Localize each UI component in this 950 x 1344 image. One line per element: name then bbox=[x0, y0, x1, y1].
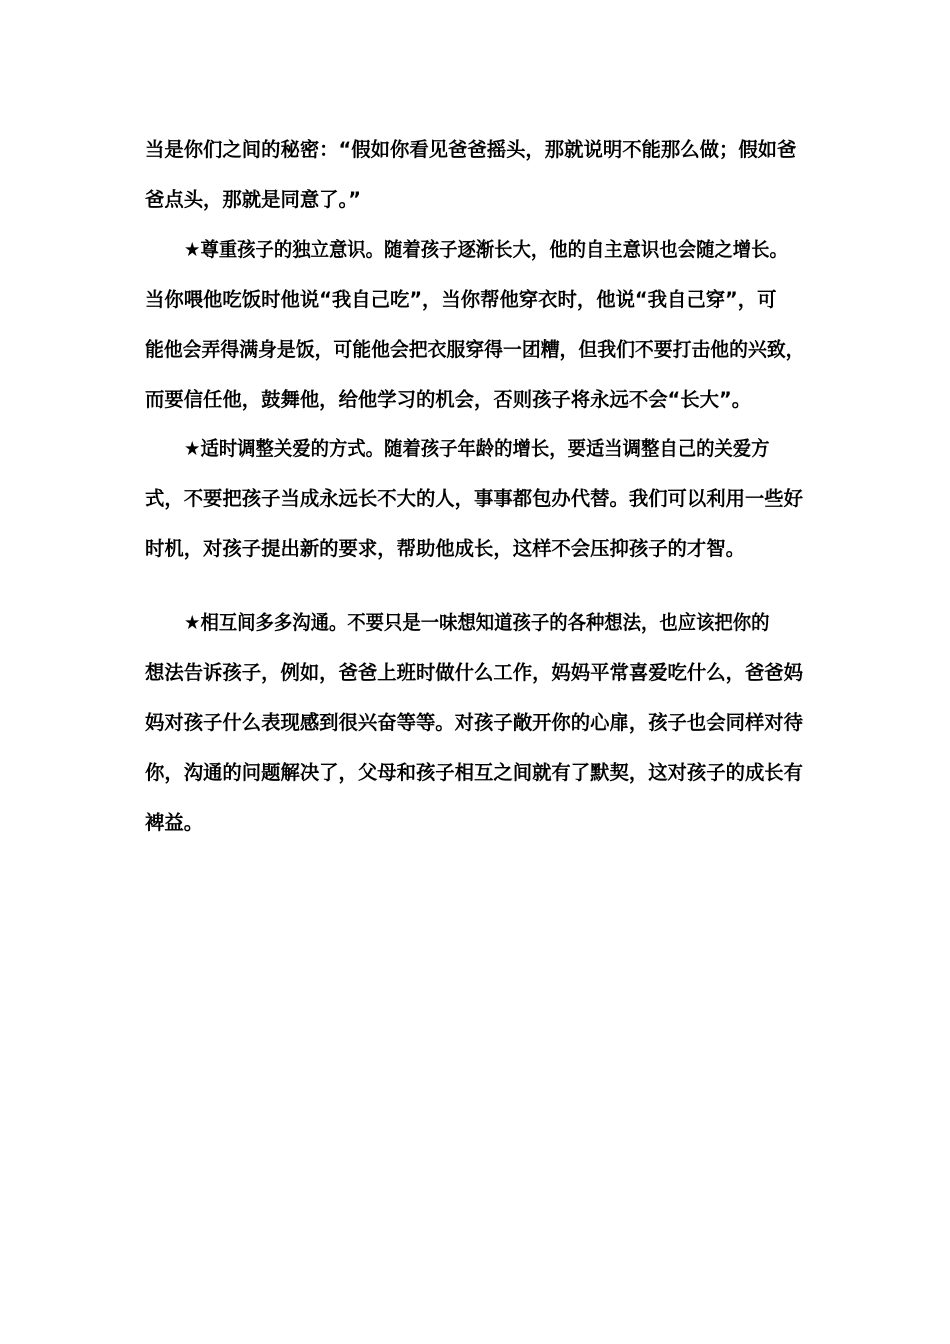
paragraph-communicate: ★相互间多多沟通。不要只是一味想知道孩子的各种想法，也应该把你的 bbox=[184, 611, 770, 634]
paragraph-respect-independence: ★尊重孩子的独立意识。随着孩子逐渐长大，他的自主意识也会随之增长。 bbox=[184, 238, 788, 261]
text-line: 能他会弄得满身是饭，可能他会把衣服穿得一团糟，但我们不要打击他的兴致， bbox=[145, 338, 805, 361]
text-line: 妈对孩子什么表现感到很兴奋等等。对孩子敞开你的心扉，孩子也会同样对待 bbox=[145, 711, 804, 734]
text-line: 想法告诉孩子，例如，爸爸上班时做什么工作，妈妈平常喜爱吃什么，爸爸妈 bbox=[145, 661, 804, 684]
text-line: 爸点头，那就是同意了。” bbox=[145, 188, 361, 211]
text-line: 裨益。 bbox=[145, 811, 204, 834]
text-line: 当你喂他吃饭时他说“我自己吃”，当你帮他穿衣时，他说“我自己穿”，可 bbox=[145, 288, 777, 311]
text-line: 你，沟通的问题解决了，父母和孩子相互之间就有了默契，这对孩子的成长有 bbox=[145, 761, 804, 784]
text-line: 式，不要把孩子当成永远长不大的人，事事都包办代替。我们可以利用一些好 bbox=[145, 487, 804, 510]
text-line: 当是你们之间的秘密：“假如你看见爸爸摇头，那就说明不能那么做；假如爸 bbox=[145, 138, 797, 161]
text-line: 时机，对孩子提出新的要求，帮助他成长，这样不会压抑孩子的才智。 bbox=[145, 537, 745, 560]
text-line: 而要信任他，鼓舞他，给他学习的机会，否则孩子将永远不会“长大”。 bbox=[145, 388, 752, 411]
paragraph-adjust-care: ★适时调整关爱的方式。随着孩子年龄的增长，要适当调整自己的关爱方 bbox=[184, 437, 770, 460]
